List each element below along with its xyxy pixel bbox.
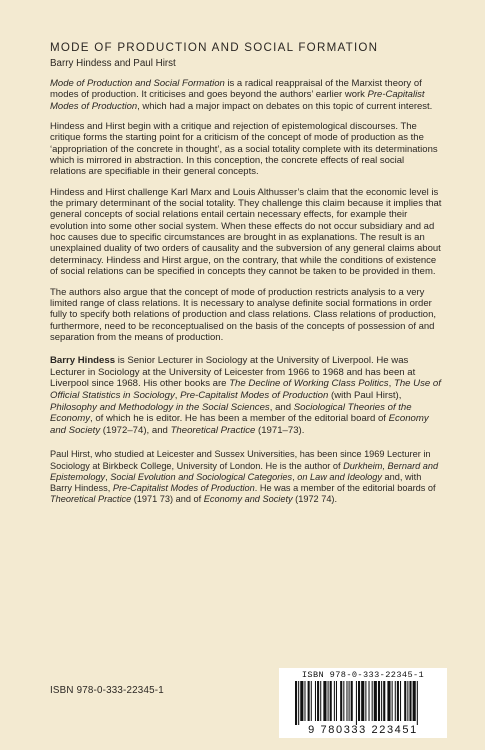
bio-text: (1971 73) and of [131,494,204,505]
work-title: Economy and Society [50,413,429,436]
work-title: on Law and Ideology [297,471,382,482]
book-title: MODE OF PRODUCTION AND SOCIAL FORMATION [50,41,379,54]
bio-text: Paul Hirst, who studied at Leicester and Sussex Universities, has been since 1969 Lecturer in Sociology at Birkbeck College, University of London. He is the author of [50,449,431,471]
blurb-paragraph-1 [50,78,442,112]
work-title: Pre-Capitalist Modes of Production [180,390,329,401]
work-title: Economy and Society [203,494,293,505]
work-title: Pre-Capitalist Modes of Production [112,482,255,493]
bio-text: . He was a member of the editorial boards of [254,482,436,493]
bio-text: , of which he is editor. He has been a member of the editorial board of [90,413,389,425]
bio-text: , [174,390,181,401]
work-title: Theoretical Practice [50,494,132,505]
bio-text: (1972 74). [292,494,338,505]
bio-text: and, with Barry Hindess, [50,471,422,493]
author-name: Barry Hindess [50,355,116,367]
bio-text: , [292,471,298,482]
work-title: The Use of Official Statistics in Sociology [50,378,441,401]
bio-text: , and [269,401,294,413]
book-title-italic: Mode of Production and Social Formation [50,78,225,89]
blurb-paragraph-4: The authors also argue that the concept of mode of production restricts analysis to a very limited range of class relations. It is necessary to analyse definite social formations in order fully to specify both relations of production and class relations. Class relations of production, furthermore, need to be reconceptualised on the basis of the concepts of possession of and separation from the means of production. [50,286,437,343]
work-title: Theoretical Practice [170,424,256,436]
bio-text: , [388,378,394,390]
work-title: Sociological Theories of the Economy [50,401,412,425]
book-authors: Barry Hindess and Paul Hirst [50,58,176,69]
blurb-paragraph-3: Hindess and Hirst challenge Karl Marx and Louis Althusser’s claim that the economic level is the primary determinant of the social totality. They challenge this claim because it implies that general concepts of social relations entail certain necessary effects, for example their evolution into some other social system. When these effects do not occur subsidiary and ad hoc causes due to specific circumstances are brought in as explanations. The result is an unexplained duality of two orders of causality and the subversion of any general claims about determinacy. Hindess and Hirst argue, on the contrary, that while the conditions of existence of social relations can be specified in concepts they cannot be taken to be provided in them. [50,186,442,278]
bio-text: (with Paul Hirst), [328,390,402,401]
bio-text: (1972–74), and [100,424,171,436]
blurb-paragraph-2: Hindess and Hirst begin with a critique and rejection of epistemological discourses. The critique forms the starting point for a criticism of the concept of mode of production as the ‘appropriation of the concrete in thought’, as a social totality complete with its determinations which is mirrored in abstraction. In this conception, the concrete effects of real social relations are specifiable in their general concepts. [50,121,438,178]
blurb-text: is a radical reappraisal of the Marxist theory of modes of production. It criticises and goes beyond the authors’ earlier work [50,78,422,101]
back-cover-text [50,41,442,514]
work-title: Social Evolution and Sociological Categories [110,471,293,482]
bio-text: , [105,471,111,482]
blurb-text: , which had a major impact on debates on this topic of current interest. [137,100,433,112]
work-title: Pre-Capitalist Modes of Production [50,89,425,112]
barcode-digits: 9 780333 223451 [308,724,418,736]
work-title: The Decline of Working Class Politics [229,378,389,390]
author-bio-hirst [50,449,442,505]
bio-text: (1971–73). [255,424,305,436]
barcode-isbn: ISBN 978-0-333-22345-1 [301,670,425,680]
work-title: Philosophy and Methodology in the Social Sciences [50,401,270,413]
isbn-label: ISBN 978-0-333-22345-1 [50,685,164,696]
bio-text: is Senior Lecturer in Sociology at the University of Liverpool. He was Lecturer in Sociology at the University of Leicester from 1966 to 1968 and has been at Liverpool since 1968. His other books are [50,355,416,390]
author-bio-hindess [50,355,442,436]
barcode-bars [295,681,431,725]
work-title: Durkheim, Bernard and Epistemology [50,460,439,482]
barcode [279,668,447,738]
